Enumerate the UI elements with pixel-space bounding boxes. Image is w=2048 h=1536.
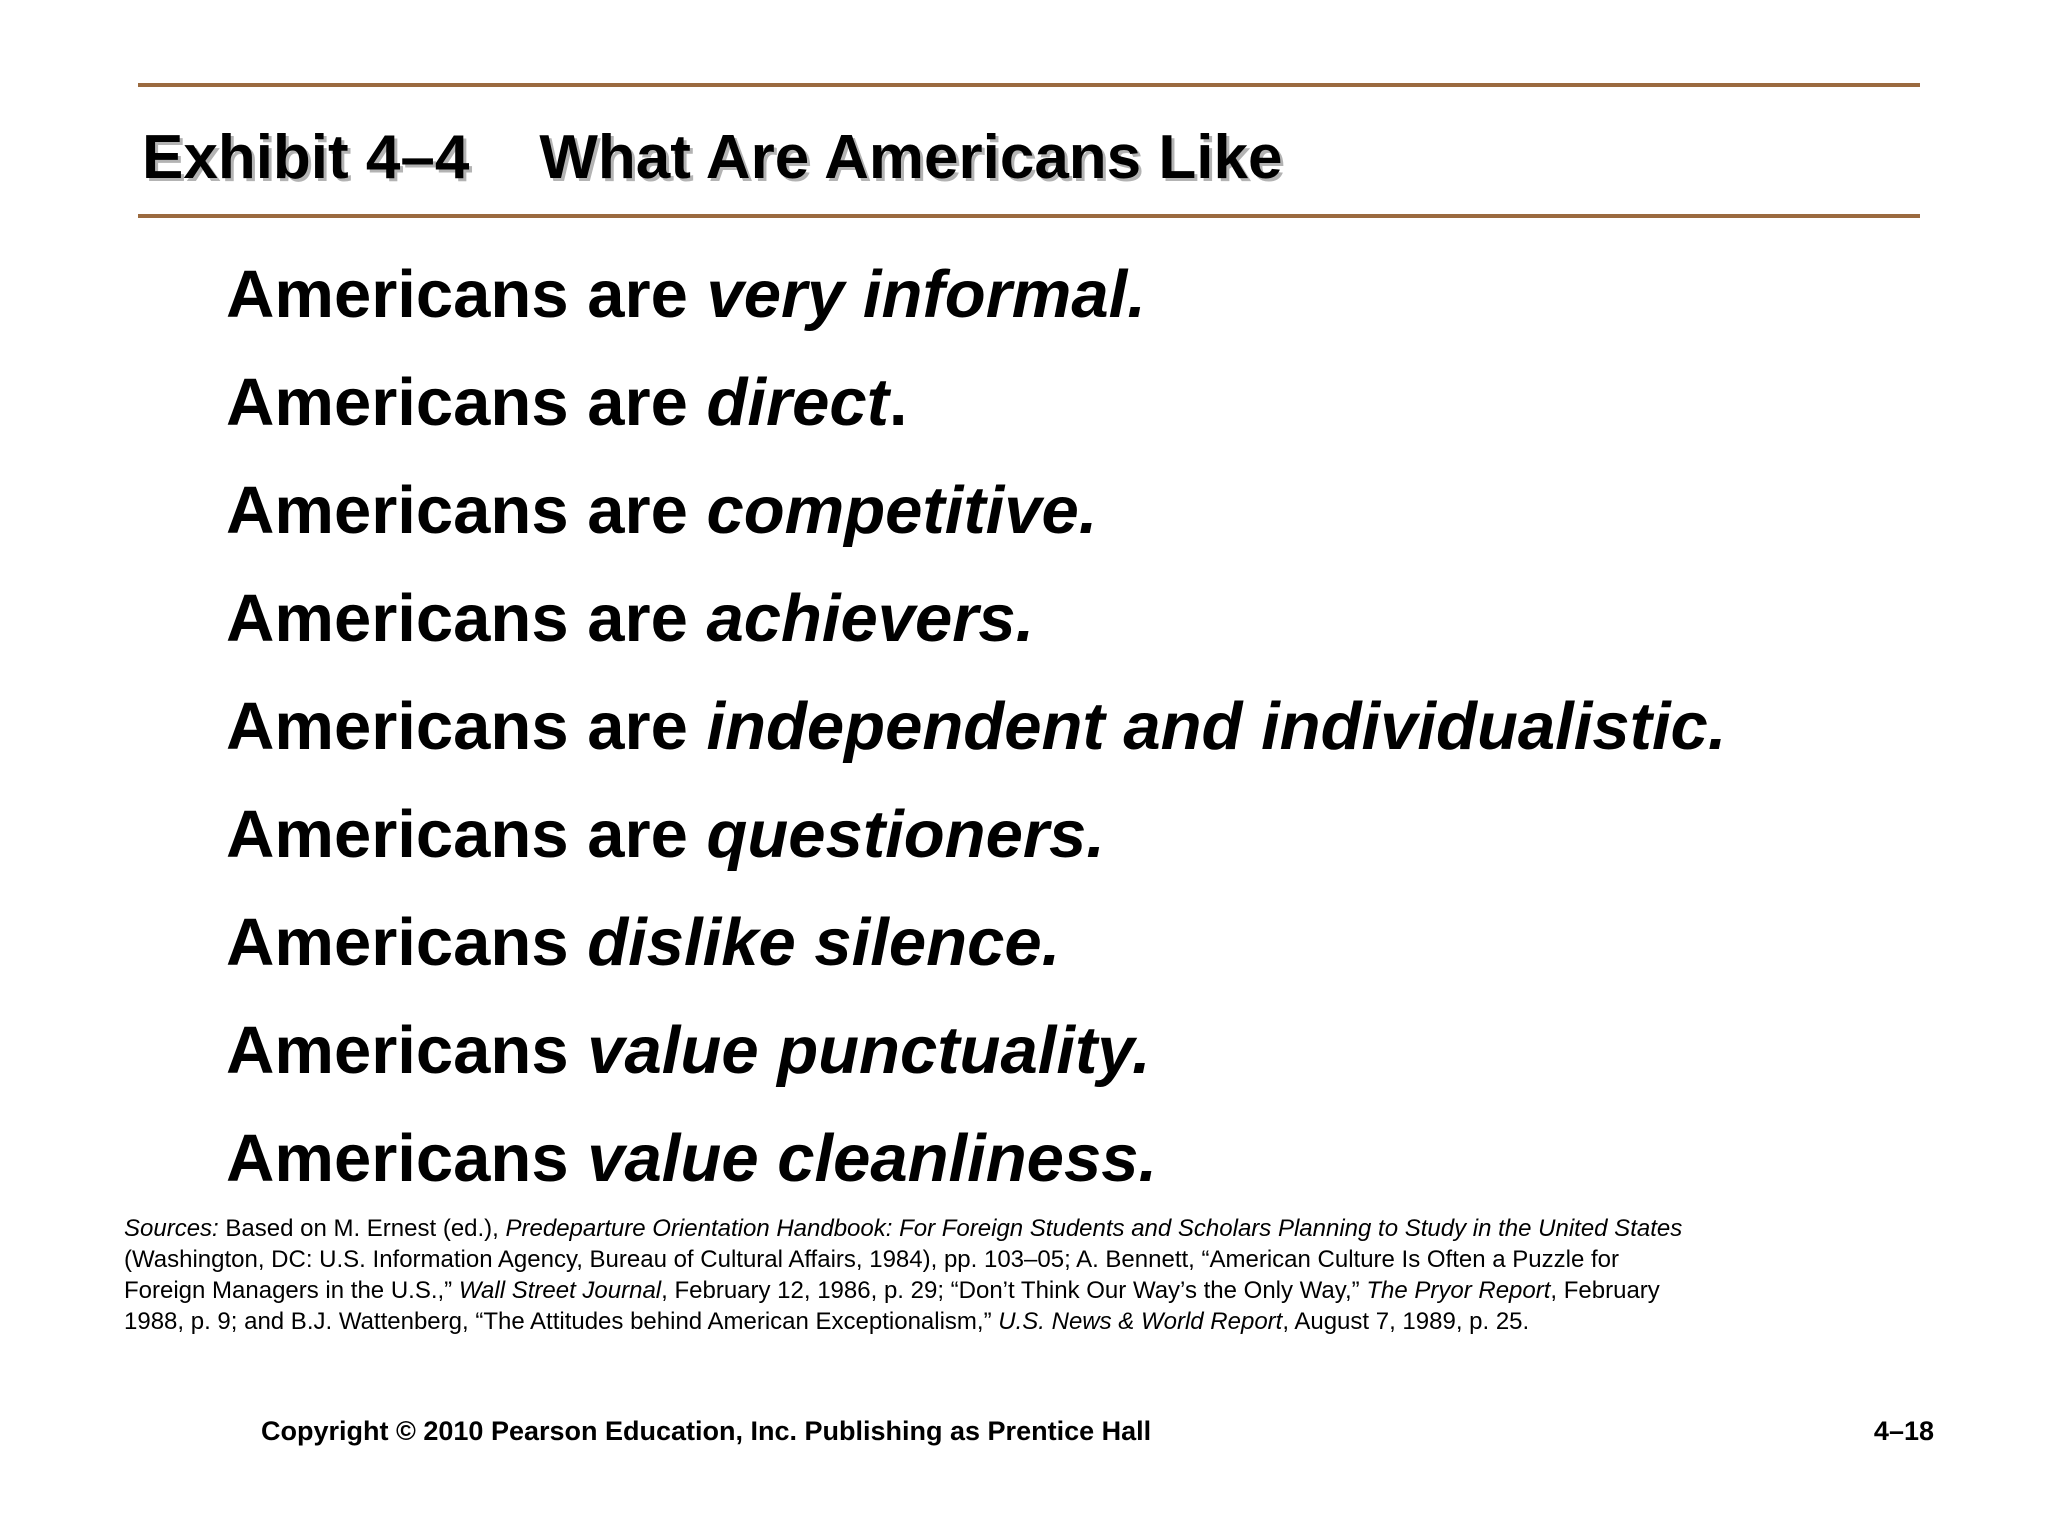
statement-item [226,576,1726,684]
sources-note [124,1213,1704,1337]
sources-title: Predeparture Orientation Handbook: For Foreign Students and Scholars Planning to Study in the United States [505,1215,1683,1242]
sources-title: U.S. News & World Report [998,1308,1283,1335]
statement-prefix: Americans [226,1013,588,1088]
statement-item [226,1008,1726,1116]
statement-emphasis: direct [706,365,889,440]
statement-item [226,684,1726,792]
statement-emphasis: value cleanliness. [587,1121,1158,1196]
statement-item [226,252,1726,360]
statement-item [226,1116,1726,1224]
statement-emphasis: value punctuality. [587,1013,1151,1088]
page-number: 4–18 [1873,1416,1934,1446]
statement-emphasis: competitive. [706,473,1098,548]
statement-prefix: Americans are [226,473,707,548]
sources-text: (Washington, DC: U.S. Information Agency, Bureau of Cultural Affairs, 1984), pp. 103–05; A. Bennett, “American Culture Is Often a Puzzle for Foreign Managers in the U.S.,” [124,1246,1619,1304]
sources-title: The Pryor Report [1366,1277,1551,1304]
sources-text: , February 1988, p. 9; and B.J. Wattenberg, “The Attitudes behind American Exceptionalism,” [124,1277,1660,1335]
statement-emphasis: independent and individualistic. [706,689,1727,764]
copyright-notice: Copyright © 2010 Pearson Education, Inc. Publishing as Prentice Hall [261,1416,1152,1446]
sources-text: , August 7, 1989, p. 25. [1282,1308,1530,1335]
statement-item [226,900,1726,1008]
statement-emphasis: very informal. [706,257,1146,332]
statement-prefix: Americans [226,1121,588,1196]
top-divider-line [138,83,1920,87]
exhibit-number: Exhibit 4–4 [142,123,470,192]
statement-list [226,252,1726,1224]
statement-emphasis: questioners. [706,797,1105,872]
statement-item [226,792,1726,900]
statement-item [226,468,1726,576]
statement-prefix: Americans are [226,689,707,764]
statement-prefix: Americans [226,905,588,980]
exhibit-title: What Are Americans Like [539,123,1283,192]
statement-prefix: Americans are [226,581,707,656]
statement-emphasis: achievers. [706,581,1035,656]
sources-title: Wall Street Journal [458,1277,662,1304]
statement-prefix: Americans are [226,797,707,872]
sources-text: , February 12, 1986, p. 29; “Don’t Think Our Way’s the Only Way,” [661,1277,1367,1304]
slide-title [142,122,1282,194]
statement-prefix: Americans are [226,365,707,440]
statement-suffix: . [888,365,908,440]
statement-emphasis: dislike silence. [587,905,1061,980]
sources-label: Sources: [124,1215,219,1242]
bottom-divider-line [138,214,1920,218]
statement-prefix: Americans are [226,257,707,332]
statement-item [226,360,1726,468]
sources-text: Based on M. Ernest (ed.), [218,1215,506,1242]
